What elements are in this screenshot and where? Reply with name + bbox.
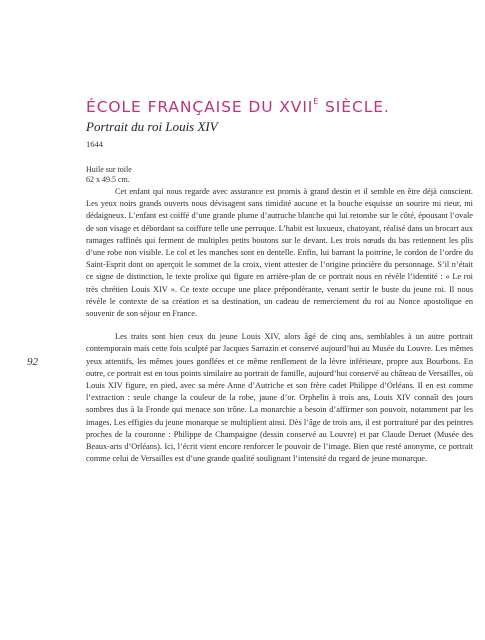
heading-main: ÉCOLE FRANÇAISE DU XVII xyxy=(86,98,314,117)
paragraph-2: Les traits sont bien ceux du jeune Louis XIV, alors âgé de cinq ans, semblables à un autre portrait contemporain mais cette fois sculpté par Jacques Sarrazin et conservé aujourd’hui au Musée du Louvre. Les mêmes yeux attentifs, les mêmes joues gonflées et ce même renflement de la lèvre inférieure, propre aux Bourbons. En outre, ce portrait est en tous points similaire au portrait de famille, aujourd’hui conservé au château de Versailles, où Louis XIV figure, en pied, avec sa mère Anne d’Autriche et son frère cadet Philippe d’Orléans. Il en est comme l’extraction : seule change la couleur de la robe, jaune d’or. Orphelin à trois ans, Louis XIV connaît des jours sombres dus à la Fronde qui menace son trône. La monarchie a besoin d’affirmer son pouvoir, notamment par les images. Les effigies du jeune monarque se multiplient ainsi. Dès l’âge de trois ans, il est portraituré par des peintres proches de la couronne : Philippe de Champaigne (dessin conservé au Louvre) et par Claude Deruet (Musée des Beaux-arts d’Orléans). Ici, l’écrit vient encore renforcer le pouvoir de l’image. Bien que resté anonyme, ce portrait comme celui de Versailles est d’une grande qualité soulignant l’intensité du regard de jeune monarque. xyxy=(86,332,473,464)
artwork-dimensions: 62 x 49.5 cm. xyxy=(86,175,130,184)
artwork-date: 1644 xyxy=(86,139,103,149)
artwork-details xyxy=(86,165,132,185)
body-text xyxy=(86,186,473,476)
heading-superscript: E xyxy=(313,97,320,107)
page-number: 92 xyxy=(27,356,38,368)
paragraph-1: Cet enfant qui nous regarde avec assurance est promis à grand destin et il semble en être déjà conscient. Les yeux noirs grands ouverts nous dévisagent sans timidité aucune et la bouche esquisse un sourire mi rieur, mi dédaigneux. L’enfant est coiffé d’une grande plume d’autruche blanche qui lui retombe sur le côté, épousant l’ovale de son visage et débordant sa coiffure telle une perruque. L’habit est luxueux, chatoyant, réalisé dans un brocart aux ramages raffinés qui ferment de multiples petits boutons sur le devant. Les trois nœuds du bas retiennent les plis d’une robe non visible. Le col et les manches sont en dentelle. Enfin, lui barrant la poitrine, le cordon de l’ordre du Saint-Esprit dont on aperçoit le sommet de la croix, vient attester de l’origine princière du personnage. S’il n’était ce signe de distinction, le texte prolixe qui figure en arrière-plan de ce portrait nous en révèle l’identité : « Le roi très chrétien Louis XIV ». Ce texte occupe une place prépondérante, venant sertir le buste du jeune roi. Il nous révèle le contexte de sa création et sa destination, un cadeau de remerciement du roi au Nonce apostolique en souvenir de son séjour en France. xyxy=(86,187,473,319)
heading-end: SIÈCLE. xyxy=(319,98,390,117)
section-heading xyxy=(86,98,390,116)
artwork-title: Portrait du roi Louis XIV xyxy=(86,119,218,134)
artwork-medium: Huile sur toile xyxy=(86,165,132,174)
